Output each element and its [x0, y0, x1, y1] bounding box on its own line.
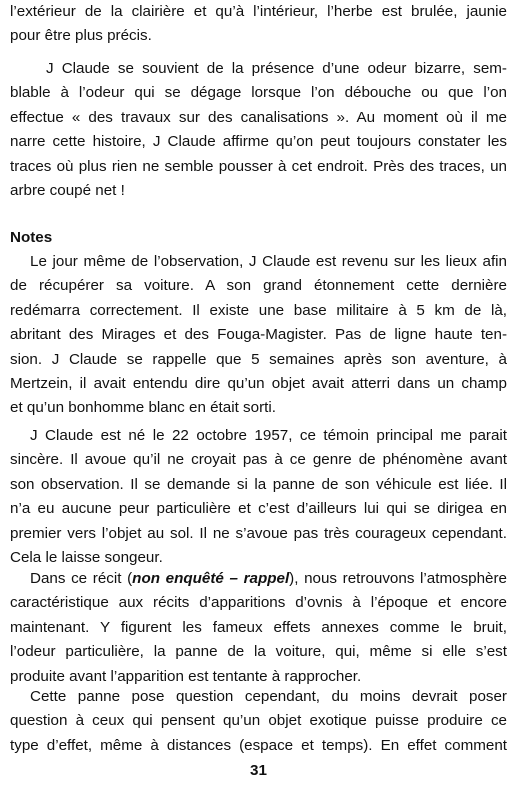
text-line: Le jour même de l’observation, J Claude est revenu sur les lieux afin: [30, 253, 507, 270]
text-line: effectue « des travaux sur des canalisations ». Au moment où il me: [10, 108, 507, 126]
text-line: sion. J Claude se rappelle que 5 semaines après son aventure, à: [10, 350, 507, 368]
text-line: traces où plus rien ne semble pousser à cet endroit. Près des traces, un: [10, 157, 507, 175]
text-line: l’extérieur de la clairière et qu’à l’intérieur, l’herbe est brulée, jaunie: [10, 3, 507, 20]
text-line: sincère. Il avoue qu’il ne croyait pas à ce genre de phénomène avant: [10, 451, 507, 469]
text-line: Cela le laisse songeur.: [10, 548, 163, 566]
text-line: Cette panne pose question cependant, du moins devrait poser: [30, 688, 507, 705]
text-line: J Claude se souvient de la présence d’une odeur bizarre, sem-: [46, 60, 507, 77]
text-line: premier vers l’objet au sol. Il ne s’avoue pas très courageux cependant.: [10, 524, 507, 542]
text-line: type d’effet, même à distances (espace et temps). En effet comment: [10, 736, 507, 754]
text-line: question à ceux qui pensent qu’un objet exotique puisse produire ce: [10, 712, 507, 730]
text-line: redémarra correctement. Il existe une base militaire à 5 km de là,: [10, 301, 507, 319]
text-line: pour être plus précis.: [10, 27, 152, 45]
paragraph-4: [10, 424, 507, 570]
text-line: blable à l’odeur qui se dégage lorsque l’on débouche ou que l’on: [10, 84, 507, 102]
paragraph-5: [10, 567, 507, 689]
notes-heading: Notes: [10, 229, 53, 246]
paragraph-2: [10, 57, 507, 203]
text-line: narre cette histoire, J Claude affirme qu’on peut toujours constater les: [10, 133, 507, 151]
text-line: et qu’un bonhomme blanc en était sorti.: [10, 399, 276, 417]
text-line: [10, 567, 507, 591]
paragraph-6: [10, 685, 507, 758]
text-line: maintenant. Y figurent les fameux effets annexes comme le bruit,: [10, 618, 507, 636]
page-number: 31: [250, 762, 267, 779]
text-line: abritant des Mirages et des Fouga-Magister. Pas de ligne haute ten-: [10, 326, 507, 344]
text-line: l’odeur particulière, la panne de la voiture, qui, même si elle s’est: [10, 643, 507, 661]
text-line: Mertzein, il avait entendu dire qu’un objet avait atterri dans un champ: [10, 374, 507, 392]
text-segment: ), nous retrouvons l’atmosphère: [289, 570, 508, 587]
text-segment: Dans ce récit (: [30, 570, 133, 587]
paragraph-1: [10, 0, 507, 49]
paragraph-3: [10, 250, 507, 421]
text-line: caractéristique aux récits d’apparitions d’ovnis à l’époque et encore: [10, 594, 507, 612]
text-line: produite avant l’apparition est tentante à rapprocher.: [10, 667, 362, 685]
text-line: n’a eu aucune peur particulière et c’est d’ailleurs lui qui se dirigea en: [10, 500, 507, 518]
text-line: de récupérer sa voiture. A son grand étonnement cette dernière: [10, 277, 507, 295]
text-line: arbre coupé net !: [10, 181, 125, 199]
text-line: son observation. Il se demande si la panne de son véhicule est liée. Il: [10, 475, 507, 493]
text-line: J Claude est né le 22 octobre 1957, ce témoin principal me parait: [30, 427, 507, 444]
emphasis-text: non enquêté – rappel: [132, 570, 290, 587]
